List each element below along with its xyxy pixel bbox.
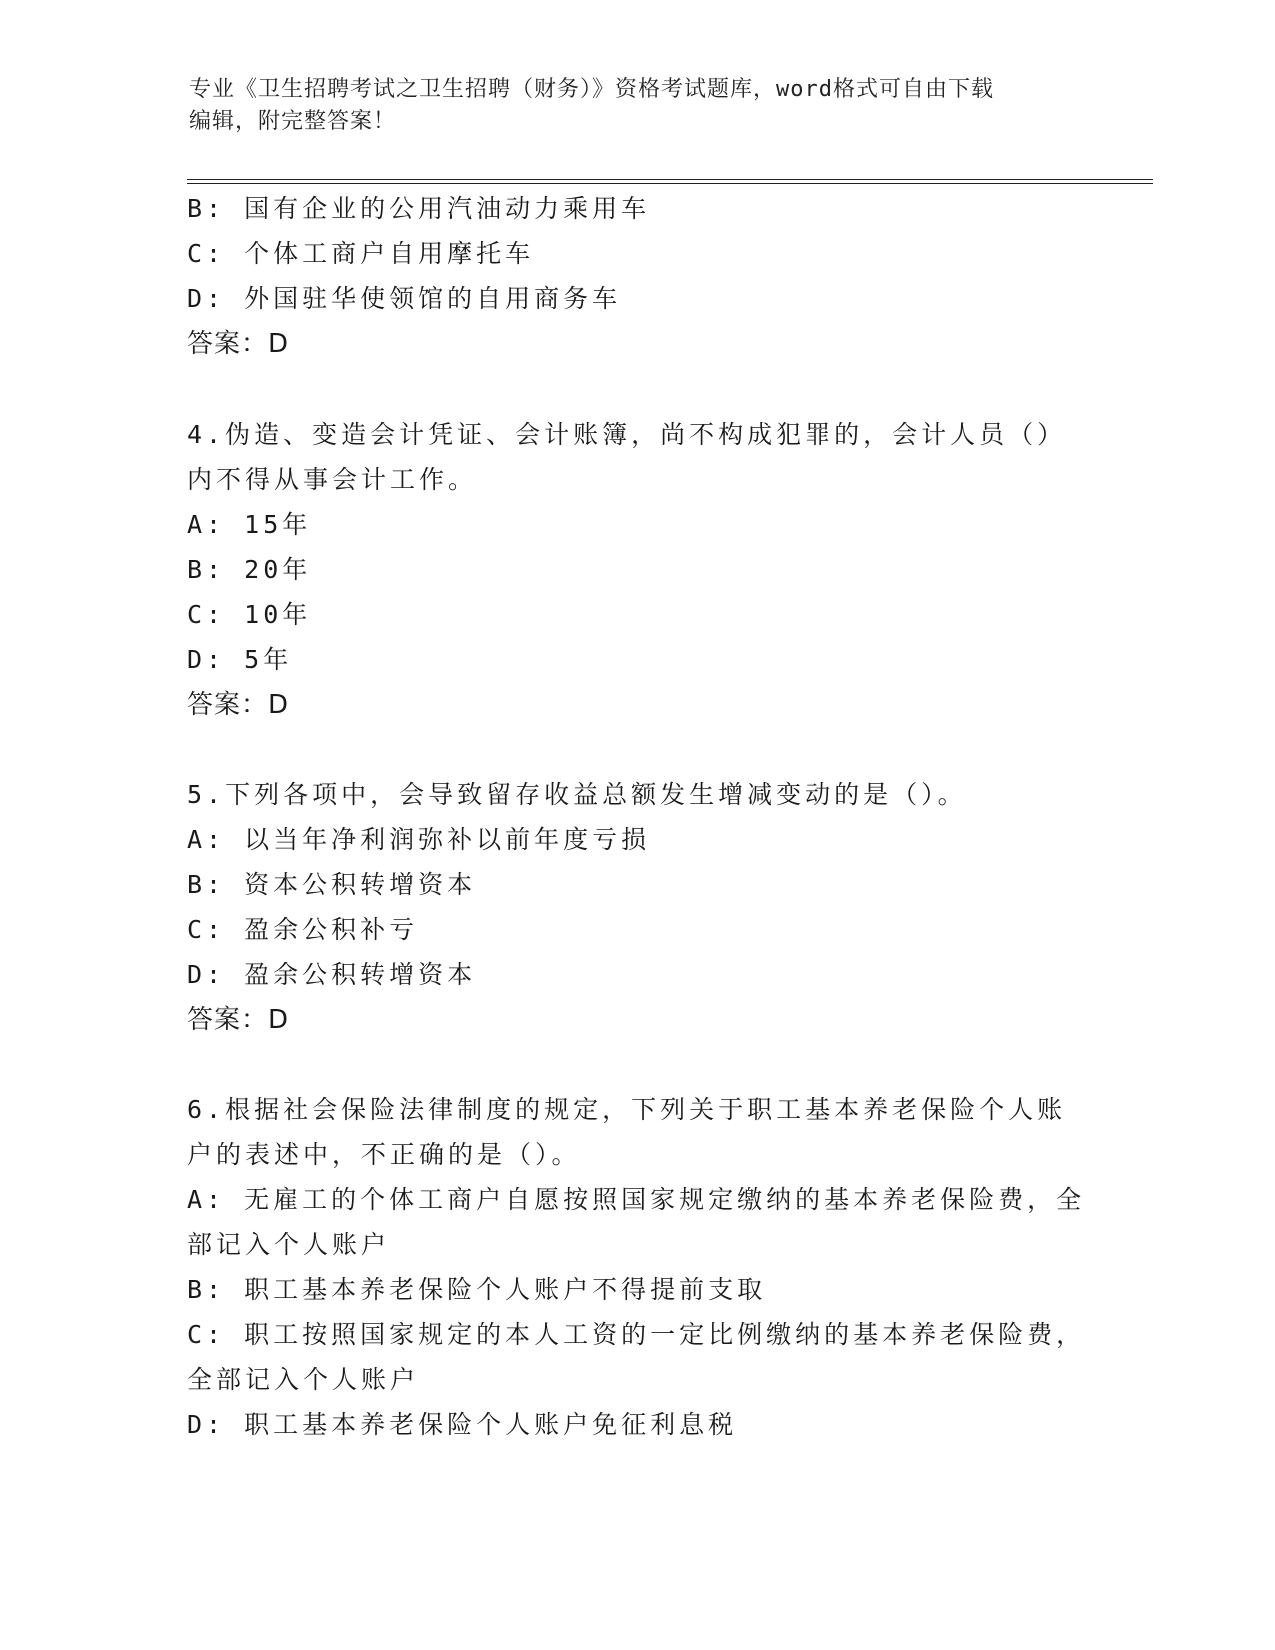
q3-answer: 答案：D [187, 329, 290, 359]
header-line-1: 专业《卫生招聘考试之卫生招聘（财务）》资格考试题库，word格式可自由下载 [189, 77, 994, 102]
q4-option-d: D: 5年 [187, 645, 293, 674]
q3-option-c: C: 个体工商户自用摩托车 [187, 239, 535, 268]
q3-option-b: B: 国有企业的公用汽油动力乘用车 [187, 194, 651, 223]
q4-answer: 答案：D [187, 690, 290, 720]
q4-option-c: C: 10年 [187, 600, 312, 629]
q6-option-a-line-2: 部记入个人账户 [187, 1230, 391, 1259]
header-divider-top [187, 179, 1153, 180]
q5-option-d: D: 盈余公积转增资本 [187, 960, 477, 989]
q4-option-b: B: 20年 [187, 555, 312, 584]
q5-option-c: C: 盈余公积补亏 [187, 915, 419, 944]
q5-stem-line-1: 5.下列各项中，会导致留存收益总额发生增减变动的是（）。 [187, 780, 967, 809]
q6-stem-line-2: 户的表述中，不正确的是（）。 [187, 1140, 581, 1169]
q6-option-d: D: 职工基本养老保险个人账户免征利息税 [187, 1410, 738, 1439]
q6-option-a-line-1: A: 无雇工的个体工商户自愿按照国家规定缴纳的基本养老保险费，全 [187, 1185, 1086, 1214]
header-line-2: 编辑，附完整答案！ [189, 109, 397, 134]
q5-option-a: A: 以当年净利润弥补以前年度亏损 [187, 825, 651, 854]
q6-stem-line-1: 6.根据社会保险法律制度的规定，下列关于职工基本养老保险个人账 [187, 1095, 1067, 1124]
header-divider-bottom [187, 183, 1153, 184]
q4-stem-line-1: 4.伪造、变造会计凭证、会计账簿，尚不构成犯罪的，会计人员（） [187, 420, 1067, 449]
q4-option-a: A: 15年 [187, 510, 312, 539]
q6-option-c-line-2: 全部记入个人账户 [187, 1365, 420, 1394]
q6-option-b: B: 职工基本养老保险个人账户不得提前支取 [187, 1275, 767, 1304]
q5-answer: 答案：D [187, 1005, 290, 1035]
q5-option-b: B: 资本公积转增资本 [187, 870, 477, 899]
q3-option-d: D: 外国驻华使领馆的自用商务车 [187, 284, 622, 313]
q6-option-c-line-1: C: 职工按照国家规定的本人工资的一定比例缴纳的基本养老保险费， [187, 1320, 1086, 1349]
document-header [189, 74, 1089, 138]
q4-stem-line-2: 内不得从事会计工作。 [187, 465, 478, 494]
